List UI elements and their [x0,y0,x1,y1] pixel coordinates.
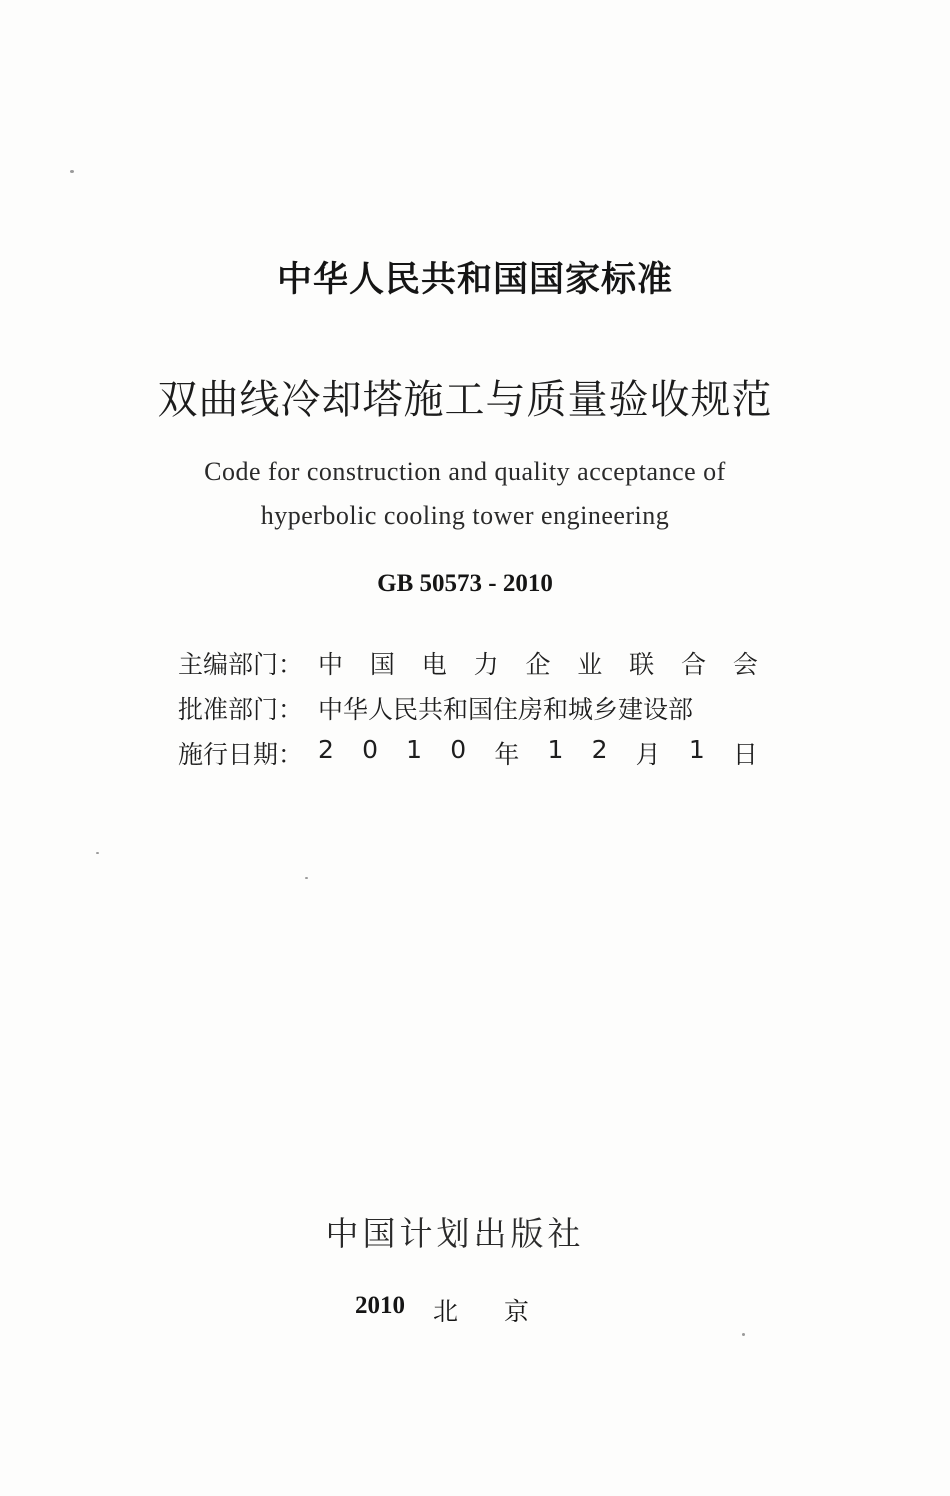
editor-value [318,645,758,681]
english-title-line-1: Code for construction and quality acceptance of [204,457,726,486]
scan-speck [70,170,74,173]
date-char: 日 [732,739,758,769]
scan-speck [96,852,99,854]
date-char: 2 [591,734,608,764]
effective-date-label: 施行日期： [178,739,304,769]
scan-speck [305,877,308,879]
editor-char: 电 [421,649,447,679]
editor-char: 业 [577,649,603,679]
publication-meta [178,640,758,775]
english-title-line-2: hyperbolic cooling tower engineering [260,501,670,530]
publisher-name: 中国计划出版社 [325,1214,585,1253]
date-char: 月 [635,739,661,769]
approver-value: 中华人民共和国住房和城乡建设部 [318,694,694,724]
editor-label: 主编部门： [178,649,304,679]
editor-char: 合 [681,649,707,679]
editor-char: 企 [525,649,551,679]
imprint-line [355,1292,575,1328]
effective-date-value [318,735,758,771]
editor-char: 国 [369,649,395,679]
date-char: 年 [494,739,520,769]
date-char: 2 [318,734,334,764]
date-char: 0 [362,734,378,764]
editor-char: 中 [318,649,344,679]
imprint-city: 北京 [432,1297,575,1326]
approver-label: 批准部门： [178,694,304,724]
date-char: 1 [406,734,423,764]
imprint-year: 2010 [355,1292,405,1319]
editor-char: 联 [629,649,655,679]
approver-row [178,685,758,730]
editor-row [178,640,758,685]
standard-type-heading: 中华人民共和国国家标准 [276,260,673,300]
editor-char: 会 [732,649,758,679]
date-char: 1 [547,734,564,764]
date-char: 1 [688,734,705,764]
scan-speck [742,1333,745,1336]
effective-date-row [178,730,758,775]
english-title [0,450,930,538]
date-char: 0 [450,734,467,764]
chinese-title: 双曲线冷却塔施工与质量验收规范 [157,377,773,423]
editor-char: 力 [473,649,499,679]
standard-code: GB 50573 - 2010 [377,570,553,597]
